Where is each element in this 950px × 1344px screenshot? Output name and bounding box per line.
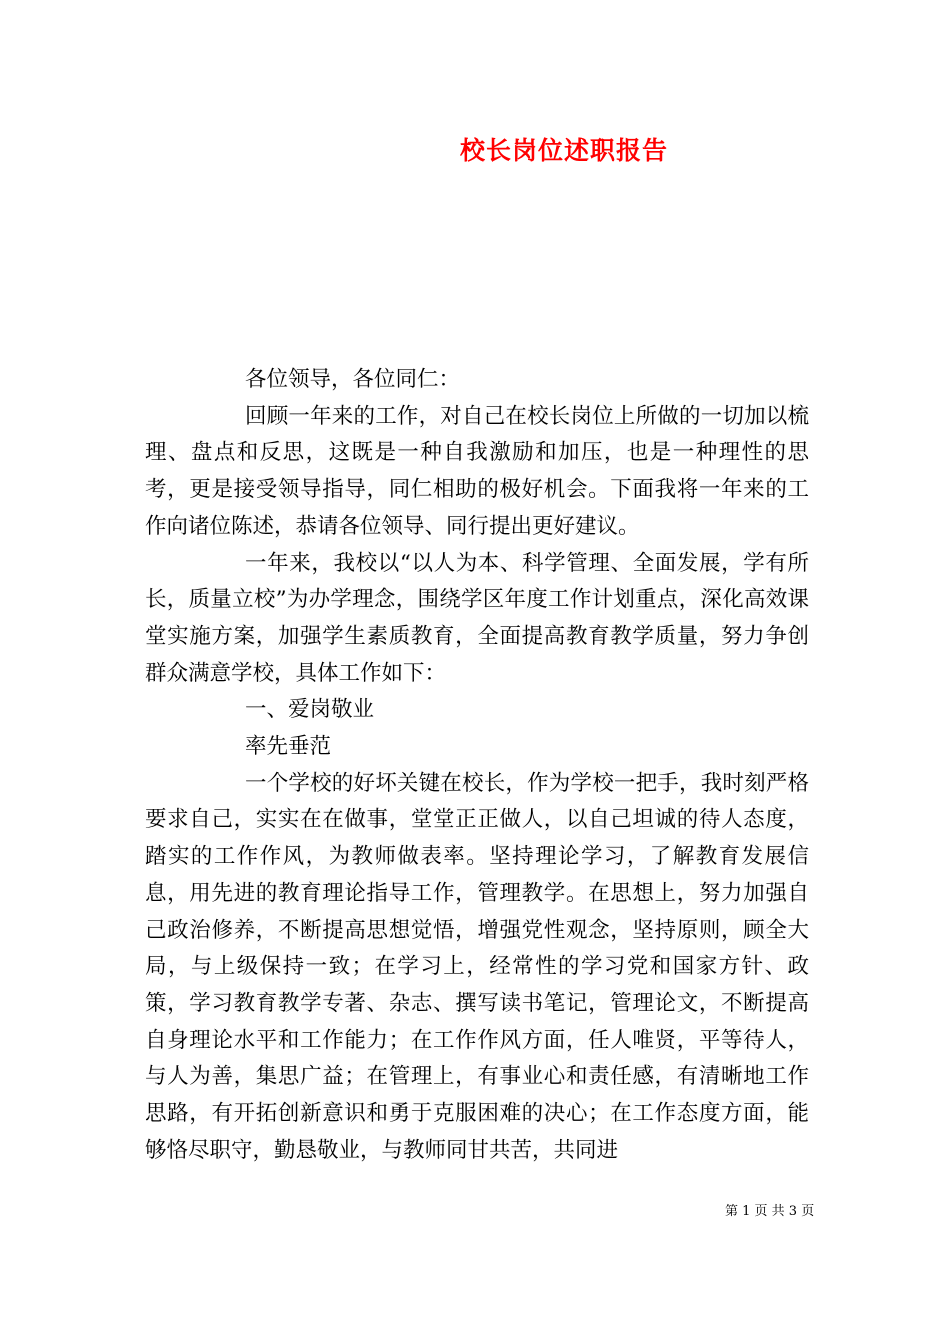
document-body — [145, 362, 809, 1169]
section-heading: 一、爱岗敬业 — [245, 697, 375, 723]
page-number: 第 1 页 共 3 页 — [725, 1204, 815, 1219]
paragraph-leadership: 一个学校的好坏关键在校长，作为学校一把手，我时刻严格要求自己，实实在在做事，堂堂正正做人，以自己坦诚的待人态度，踏实的工作作风，为教师做表率。坚持理论学习，了解教育发展信息，用先进的教育理论指导工作，管理教学。在思想上，努力加强自己政治修养，不断提高思想觉悟，增强党性观念，坚持原则，顾全大局，与上级保持一致；在学习上，经常性的学习党和国家方针、政策，学习教育教学专著、杂志、撰写读书笔记，管理论文，不断提高自身理论水平和工作能力；在工作作风方面，任人唯贤，平等待人，与人为善，集思广益；在管理上，有事业心和责任感，有清晰地工作思路，有开拓创新意识和勇于克服困难的决心；在工作态度方面，能够恪尽职守，勤恳敬业，与教师同甘共苦，共同进 — [145, 770, 809, 1163]
document-title: 校长岗位述职报告 — [459, 136, 668, 165]
salutation: 各位领导，各位同仁： — [245, 367, 461, 392]
paragraph-philosophy: 一年来，我校以“以人为本、科学管理、全面发展，学有所长，质量立校”为办学理念，围绕学区年度工作计划重点，深化高效课堂实施方案，加强学生素质教育，全面提高教育教学质量，努力争创群众满意学校，具体工作如下： — [145, 550, 809, 686]
paragraph-intro: 回顾一年来的工作，对自己在校长岗位上所做的一切加以梳理、盘点和反思，这既是一种自我激励和加压，也是一种理性的思考，更是接受领导指导，同仁相助的极好机会。下面我将一年来的工作向诸位陈述，恭请各位领导、同行提出更好建议。 — [145, 403, 809, 539]
section-subheading: 率先垂范 — [245, 734, 332, 760]
